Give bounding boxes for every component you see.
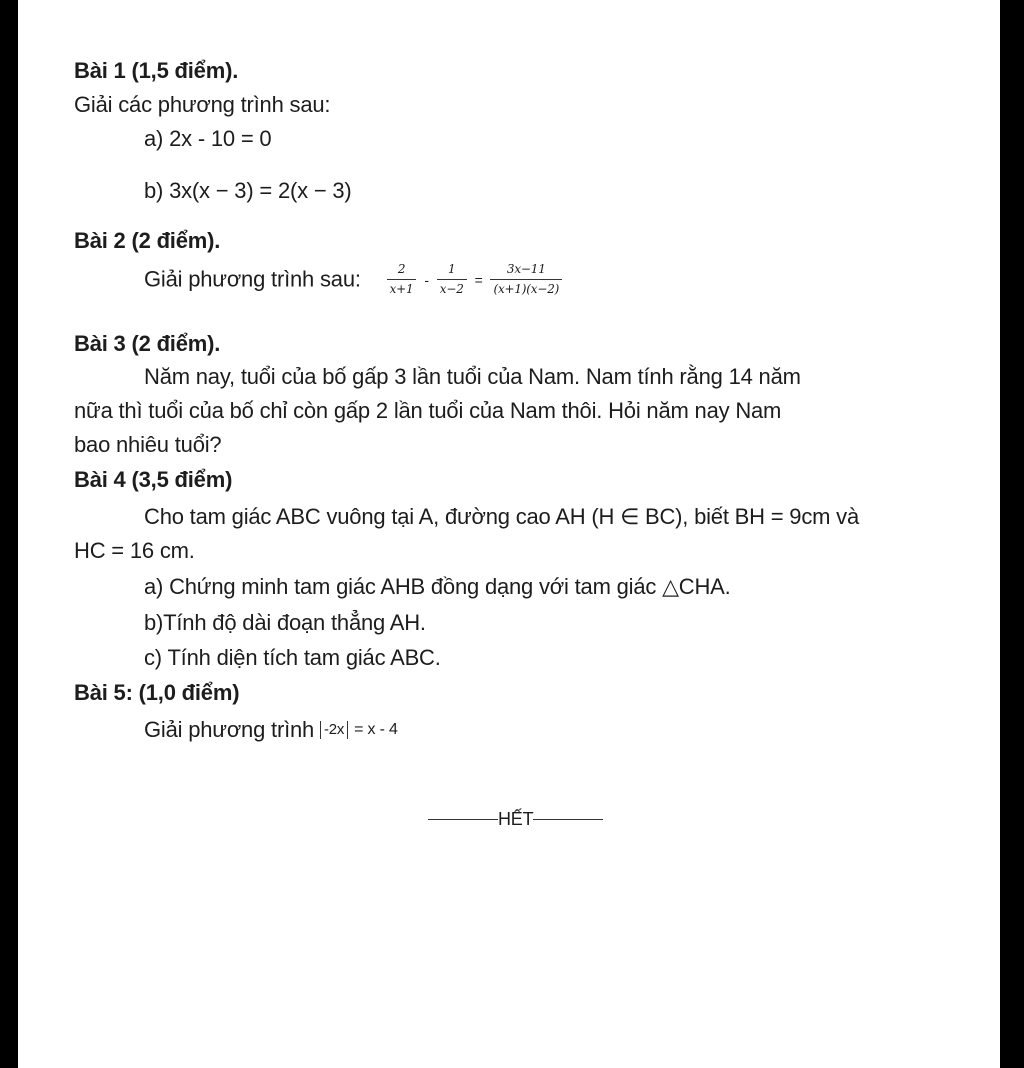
fraction-2-denominator: x−2 — [439, 282, 464, 296]
fraction-1-denominator: x+1 — [389, 282, 414, 296]
bai4-part-b: b)Tính độ dài đoạn thẳng AH. — [144, 610, 426, 635]
bai1-part-a: a) 2x - 10 = 0 — [144, 126, 272, 151]
bai3-line-1: Năm nay, tuổi của bố gấp 3 lần tuổi của Nam. Nam tính rằng 14 năm — [144, 364, 801, 389]
fraction-3-denominator: (x+1)(x−2) — [493, 282, 560, 296]
bai2-title: Bài 2 (2 điểm). — [74, 228, 221, 253]
end-dash-right — [533, 819, 603, 820]
fraction-1 — [387, 262, 417, 297]
bai5-title: Bài 5: (1,0 điểm) — [74, 680, 240, 705]
bai3-title: Bài 3 (2 điểm). — [74, 331, 221, 356]
fraction-1-numerator: 2 — [387, 262, 417, 280]
end-marker — [428, 808, 603, 830]
equals-sign: = — [474, 271, 483, 288]
bai2-intro: Giải phương trình sau: — [144, 266, 361, 292]
minus-sign: - — [424, 271, 429, 288]
bai3-line-3: bao nhiêu tuổi? — [74, 432, 222, 457]
bai1-title: Bài 1 (1,5 điểm). — [74, 58, 239, 83]
fraction-2-numerator: 1 — [437, 262, 467, 280]
bai5-rhs: = x - 4 — [354, 721, 398, 739]
fraction-3-numerator: 3x−11 — [490, 262, 562, 280]
bai3-line-2: nữa thì tuổi của bố chỉ còn gấp 2 lần tuổi của Nam thôi. Hỏi năm nay Nam — [74, 398, 782, 423]
absolute-value: -2x — [320, 721, 348, 739]
bai5-equation — [144, 716, 398, 743]
fraction-2 — [437, 262, 467, 297]
bai4-part-c: c) Tính diện tích tam giác ABC. — [144, 645, 441, 670]
bai4-line-1: Cho tam giác ABC vuông tại A, đường cao AH (H ∈ BC), biết BH = 9cm và — [144, 504, 860, 529]
end-text: HẾT — [498, 808, 534, 829]
bai5-intro: Giải phương trình — [144, 717, 315, 743]
bai2-equation — [144, 262, 562, 297]
bai1-part-b: b) 3x(x − 3) = 2(x − 3) — [144, 178, 352, 203]
bai4-part-a: a) Chứng minh tam giác AHB đồng dạng với tam giác △CHA. — [144, 574, 731, 599]
bai4-title: Bài 4 (3,5 điểm) — [74, 467, 233, 492]
bai4-line-2: HC = 16 cm. — [74, 538, 195, 563]
fraction-3 — [490, 262, 562, 297]
exam-page — [18, 0, 1000, 1068]
end-dash-left — [428, 819, 498, 820]
bai1-intro: Giải các phương trình sau: — [74, 92, 331, 117]
